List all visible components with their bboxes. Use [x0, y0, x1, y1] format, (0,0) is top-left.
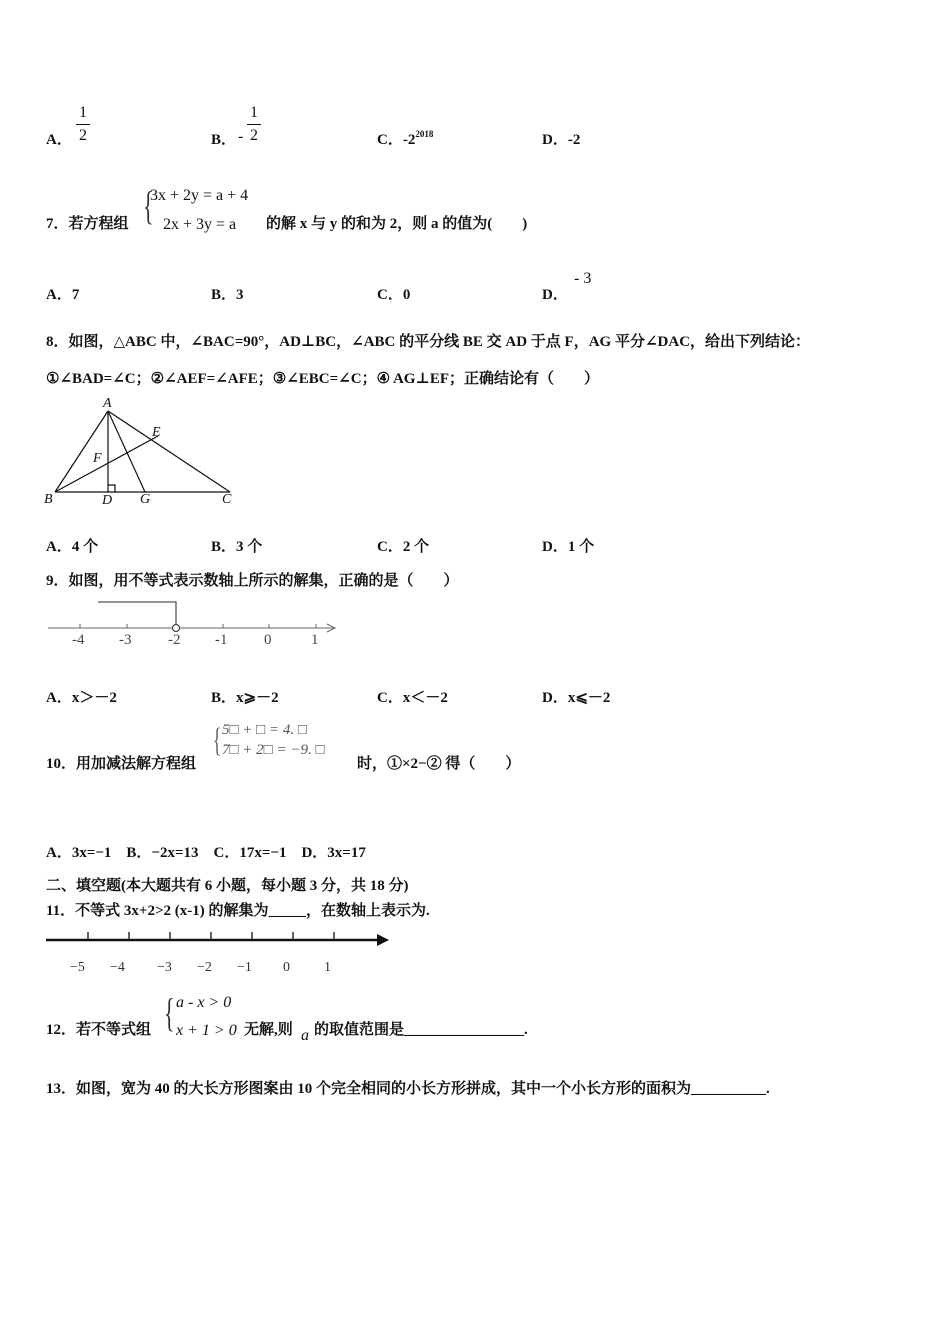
label-f: F — [93, 451, 102, 466]
open-endpoint — [173, 625, 180, 632]
q12-brace: { — [164, 990, 175, 1035]
right-angle-mark — [108, 485, 115, 492]
q9-option-b[interactable]: B．x⩾－2 — [211, 690, 279, 706]
tick-label-m5: −5 — [70, 960, 85, 975]
q7-option-d[interactable]: D． — [542, 287, 568, 303]
tick-label-1: 1 — [311, 632, 319, 648]
q12-variable: a — [301, 1027, 309, 1044]
q12-prefix: 12．若不等式组 — [46, 1022, 152, 1038]
q6-option-b[interactable]: B． — [211, 132, 237, 148]
tick-label-1: 1 — [324, 960, 331, 975]
q6-option-a[interactable]: A． — [46, 132, 72, 148]
label-a: A — [103, 396, 112, 411]
q10-equation-1: 5□ + □ = 4. □ — [222, 722, 307, 738]
q10-prefix: 10．用加减法解方程组 — [46, 756, 197, 772]
tick-label-m2: −2 — [197, 960, 212, 975]
q7-equation-2: 2x + 3y = a — [163, 216, 237, 233]
solution-ray — [98, 602, 176, 624]
tick-label-0: 0 — [264, 632, 272, 648]
q9-option-a[interactable]: A．x＞－2 — [46, 690, 117, 706]
label-d: D — [102, 493, 113, 508]
tick-label-m4: -4 — [72, 632, 85, 648]
q12-mid: 无解,则 — [244, 1022, 293, 1038]
tick-label-m1: −1 — [237, 960, 252, 975]
q9-number-line — [44, 596, 344, 652]
q10-brace: { — [213, 722, 222, 759]
q9-text: 9．如图，用不等式表示数轴上所示的解集，正确的是（ ） — [46, 573, 459, 589]
q12-inequality-1: a - x > 0 — [176, 994, 232, 1011]
label-e: E — [152, 425, 161, 440]
q11-number-line — [44, 926, 394, 978]
q12-inequality-2: x + 1 > 0 — [176, 1022, 237, 1039]
q8-option-c[interactable]: C．2 个 — [377, 539, 430, 555]
q6-option-b-fraction: 1 2 — [247, 104, 261, 145]
label-c: C — [222, 492, 232, 507]
q12-suffix: 的取值范围是________________. — [314, 1022, 528, 1038]
q8-text-line2: ①∠BAD=∠C；②∠AEF=∠AFE；③∠EBC=∠C；④ AG⊥EF；正确结论有（ ） — [46, 371, 600, 387]
q8-option-a[interactable]: A．4 个 — [46, 539, 99, 555]
q7-brace: { — [143, 183, 154, 228]
q6-option-a-fraction: 1 2 — [76, 104, 90, 145]
tick-label-m1: -1 — [215, 632, 228, 648]
tick-label-m2: -2 — [168, 632, 181, 648]
tick-label-m3: −3 — [157, 960, 172, 975]
q10-suffix: 时，①×2−② 得（ ） — [357, 756, 521, 772]
q9-option-d[interactable]: D．x⩽－2 — [542, 690, 611, 706]
q7-option-a[interactable]: A．7 — [46, 287, 80, 303]
q6-option-c[interactable]: C．$-2^{2018}$ — [377, 129, 434, 148]
label-g: G — [140, 492, 151, 507]
label-b: B — [44, 492, 53, 507]
q11-text: 11．不等式 3x+2>2 (x-1) 的解集为_____，在数轴上表示为. — [46, 903, 430, 919]
q10-options[interactable]: A．3x=−1 B．−2x=13 C．17x=−1 D．3x=17 — [46, 845, 366, 861]
section2-heading: 二、填空题(本大题共有 6 小题，每小题 3 分，共 18 分) — [46, 878, 409, 894]
q7-suffix: 的解 x 与 y 的和为 2，则 a 的值为( ) — [266, 216, 528, 232]
q7-equation-1: 3x + 2y = a + 4 — [150, 187, 249, 204]
tick-label-0: 0 — [283, 960, 290, 975]
q6-option-b-sign: - — [238, 128, 244, 145]
q6-option-d[interactable]: D．-2 — [542, 132, 581, 148]
q7-option-c[interactable]: C．0 — [377, 287, 411, 303]
tick-label-m3: -3 — [119, 632, 132, 648]
axis-arrow — [377, 934, 389, 946]
q8-option-d[interactable]: D．1 个 — [542, 539, 595, 555]
bisector-be — [55, 436, 158, 492]
q8-text-line1: 8．如图，△ABC 中，∠BAC=90°，AD⊥BC，∠ABC 的平分线 BE 交 AD 于点 F，AG 平分∠DAC，给出下列结论： — [46, 334, 811, 350]
q7-prefix: 7．若方程组 — [46, 216, 129, 232]
q9-option-c[interactable]: C．x＜－2 — [377, 690, 448, 706]
tick-label-m4: −4 — [110, 960, 125, 975]
q7-option-d-value: - 3 — [574, 270, 592, 287]
q7-option-b[interactable]: B．3 — [211, 287, 244, 303]
q8-triangle-figure — [40, 395, 240, 513]
q13-text: 13．如图，宽为 40 的大长方形图案由 10 个完全相同的小长方形拼成，其中一个小长方形的面积为__________. — [46, 1081, 770, 1097]
q8-option-b[interactable]: B．3 个 — [211, 539, 263, 555]
q10-equation-2: 7□ + 2□ = −9. □ — [222, 742, 325, 758]
